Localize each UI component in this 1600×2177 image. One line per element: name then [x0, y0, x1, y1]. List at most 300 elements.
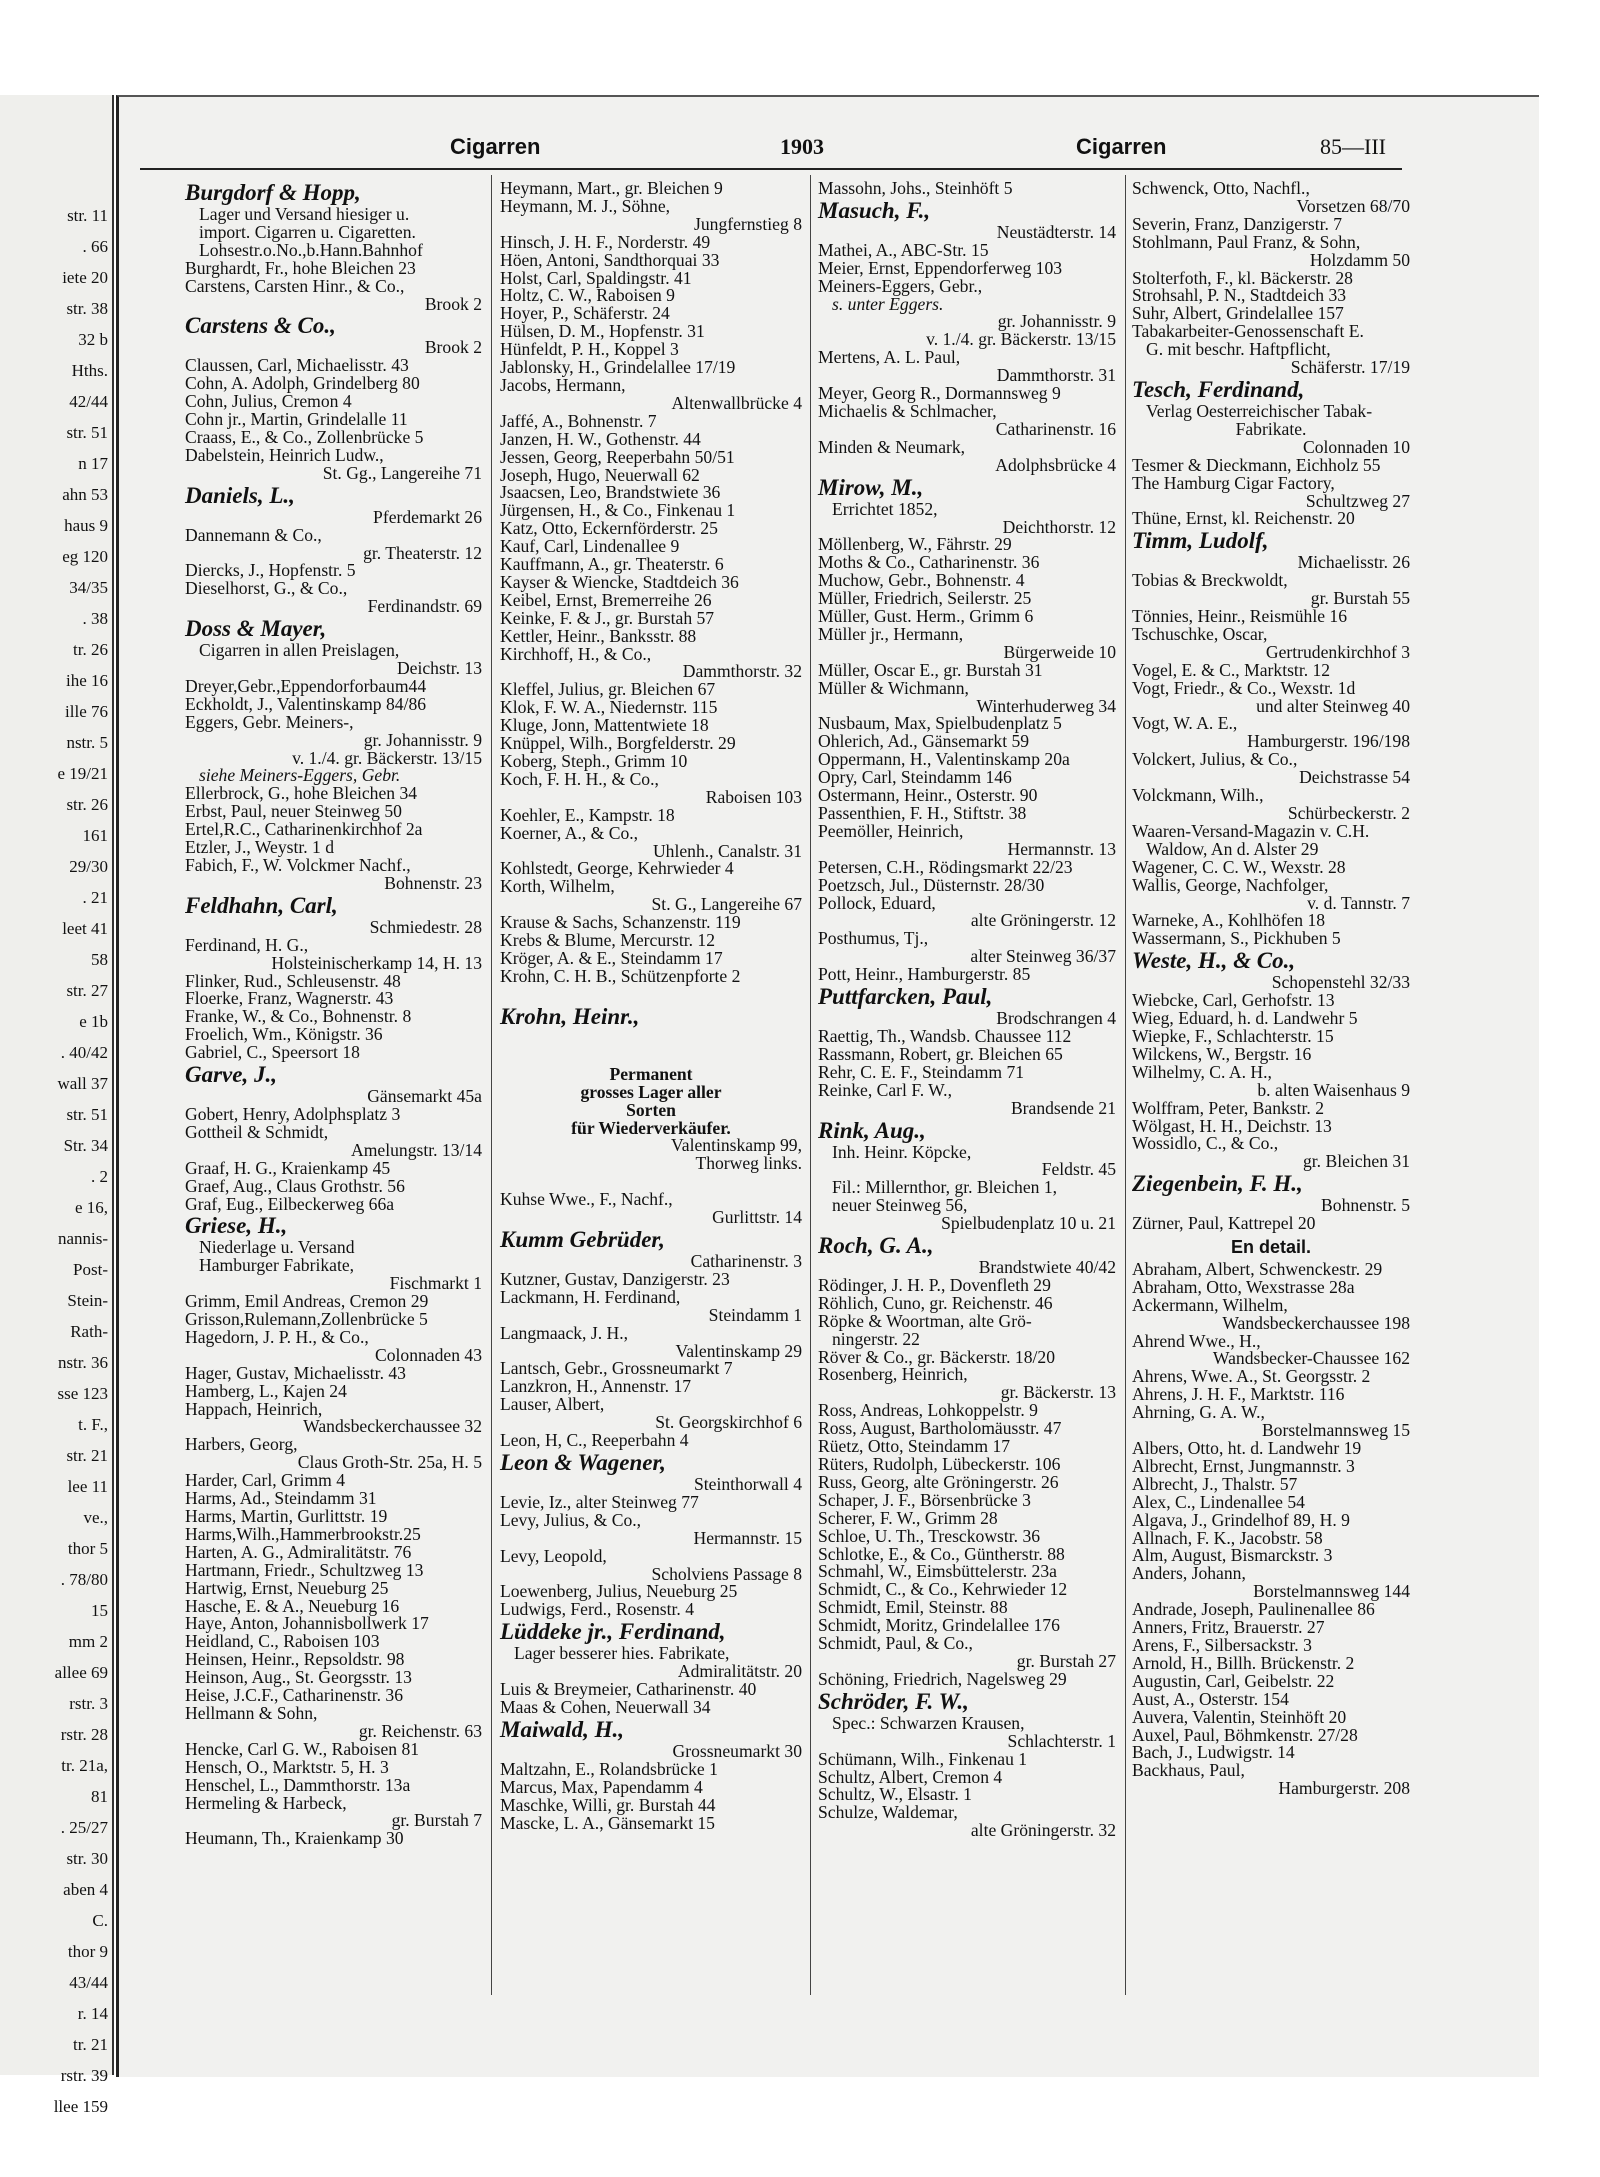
directory-entry: Anders, Johann, [1132, 1563, 1246, 1584]
header-left-title: Cigarren [450, 134, 541, 159]
spine-fragment: ahn 53 [62, 485, 108, 504]
directory-entry: Harms, Martin, Gurlittstr. 19 [185, 1506, 388, 1526]
spine-fragment: leet 41 [62, 919, 108, 938]
directory-entry: Heymann, Mart., gr. Bleichen 9 [500, 178, 723, 198]
spacer [500, 1030, 802, 1048]
directory-entry: Claus Groth-Str. 25a, H. 5 [297, 1452, 482, 1473]
spine-fragment: 81 [91, 1787, 108, 1806]
spine-fragment: str. 21 [66, 1446, 108, 1465]
directory-entry: Harbers, Georg, [185, 1434, 298, 1455]
directory-entry: alte Gröningerstr. 32 [970, 1820, 1116, 1841]
directory-entry: für Wiederverkäufer. [571, 1117, 731, 1138]
directory-entry: Michaelis & Schlmacher, [818, 400, 997, 421]
directory-entry: Grisson,Rulemann,Zollenbrücke 5 [185, 1309, 428, 1330]
directory-entry: Hünfeldt, P. H., Koppel 3 [500, 339, 679, 360]
spine-fragment: . 78/80 [60, 1570, 108, 1589]
directory-entry: Arens, F., Silbersackstr. 3 [1132, 1634, 1312, 1655]
directory-entry: Auxel, Paul, Böhmkenstr. 27/28 [1132, 1724, 1358, 1745]
directory-entry: Heidland, C., Raboisen 103 [185, 1631, 380, 1652]
directory-entry: Hasche, E. & A., Neueburg 16 [185, 1595, 400, 1616]
directory-entry: gr. Johannisstr. 9 [363, 729, 482, 750]
directory-entry: Hermannstr. 13 [1007, 838, 1116, 859]
directory-entry: Mascke, L. A., Gänsemarkt 15 [500, 1812, 715, 1833]
spine-fragment: t. F., [78, 1415, 108, 1434]
directory-entry: Röpke & Woortman, alte Grö- [818, 1310, 1032, 1331]
directory-entry: Bohnenstr. 23 [384, 872, 482, 893]
column-divider [491, 175, 492, 1995]
directory-entry: Amelungstr. 13/14 [351, 1139, 482, 1160]
directory-entry: Hager, Gustav, Michaelisstr. 43 [185, 1362, 406, 1383]
directory-entry: Koch, F. H. H., & Co., [500, 768, 659, 789]
directory-entry: Alex, C., Lindenallee 54 [1132, 1491, 1305, 1512]
directory-entry: Alm, August, Bismarckstr. 3 [1132, 1545, 1333, 1566]
spine-fragment: . 40/42 [60, 1043, 108, 1062]
directory-entry: Waldow, An d. Alster 29 [1146, 838, 1319, 859]
directory-entry: Gurlittstr. 14 [712, 1207, 802, 1228]
firm-heading: Krohn, Heinr., [500, 1003, 640, 1029]
directory-entry: Jacobs, Hermann, [500, 374, 626, 395]
directory-entry: Permanent [609, 1063, 693, 1084]
spine-fragment: Post- [73, 1260, 108, 1279]
directory-entry: Krebs & Blume, Mercurstr. 12 [500, 930, 715, 951]
directory-entry: Koberg, Steph., Grimm 10 [500, 751, 688, 771]
spine-fragment: e 19/21 [57, 764, 108, 783]
spine-fragment: 29/30 [69, 857, 108, 876]
directory-entry: Wassermann, S., Pickhuben 5 [1132, 928, 1341, 949]
directory-entry: Ferdinand, H. G., [185, 934, 309, 955]
directory-entry: Poetzsch, Jul., Düsternstr. 28/30 [818, 874, 1045, 895]
directory-entry: Meiners-Eggers, Gebr., [818, 275, 983, 296]
directory-entry: Reinke, Carl F. W., [818, 1079, 952, 1100]
directory-entry: Hencke, Carl G. W., Raboisen 81 [185, 1738, 420, 1759]
directory-entry: Augustin, Carl, Geibelstr. 22 [1132, 1670, 1335, 1691]
spine-fragment: str. 38 [66, 299, 108, 318]
directory-entry: Jsaacsen, Leo, Brandstwiete 36 [500, 482, 721, 503]
directory-entry: Lager und Versand hiesiger u. [199, 204, 410, 224]
directory-entry: Admiralitätstr. 20 [677, 1661, 802, 1682]
directory-entry: Grossneumarkt 30 [672, 1740, 802, 1761]
directory-entry: Schürbeckerstr. 2 [1287, 803, 1410, 823]
directory-entry: Pferdemarkt 26 [373, 506, 482, 527]
directory-entry: Sorten [626, 1099, 676, 1120]
directory-column-4 [1132, 180, 1410, 1798]
spine-fragment: C. [92, 1911, 108, 1930]
directory-entry: Ahrens, J. H. F., Marktstr. 116 [1132, 1384, 1345, 1405]
directory-entry: Fabich, F., W. Volckmer Nachf., [185, 855, 411, 875]
directory-entry: Schultzweg 27 [1305, 490, 1410, 511]
firm-heading: Garve, J., [185, 1062, 277, 1088]
directory-entry: Mathei, A., ABC-Str. 15 [818, 239, 989, 260]
directory-entry: Erbst, Paul, neuer Steinweg 50 [185, 801, 402, 822]
spine-fragment: Hths. [71, 361, 108, 380]
directory-entry: Albrecht, J., Thalstr. 57 [1132, 1473, 1298, 1494]
directory-entry: v. 1./4. gr. Bäckerstr. 13/15 [926, 329, 1116, 350]
directory-column-1 [185, 180, 482, 1848]
directory-entry: und alter Steinweg 40 [1256, 695, 1410, 716]
directory-entry: Hinsch, J. H. F., Norderstr. 49 [500, 231, 711, 252]
spine-fragment: 42/44 [69, 392, 108, 411]
spine-fragment: rstr. 39 [60, 2066, 108, 2085]
spine-fragment: nannis- [57, 1229, 108, 1248]
directory-entry: Kettler, Heinr., Banksstr. 88 [500, 625, 697, 646]
directory-entry: Heymann, M. J., Söhne, [500, 195, 671, 216]
directory-entry: Schloe, U. Th., Tresckowstr. 36 [818, 1525, 1041, 1546]
directory-entry: Auvera, Valentin, Steinhöft 20 [1132, 1706, 1347, 1727]
directory-entry: Algava, J., Grindelhof 89, H. 9 [1132, 1509, 1350, 1530]
directory-entry: Gänsemarkt 45a [367, 1086, 482, 1107]
directory-entry: Leon, H, C., Reeperbahn 4 [500, 1430, 689, 1451]
directory-entry: Schmahl, W., Eimsbüttelerstr. 23a [818, 1561, 1057, 1582]
directory-entry: Severin, Franz, Danzigerstr. 7 [1132, 213, 1343, 234]
directory-entry: Wölgast, H. H., Deichstr. 13 [1132, 1115, 1332, 1136]
directory-entry: Stohlmann, Paul Franz, & Sohn, [1132, 231, 1361, 252]
directory-entry: Brandsende 21 [1010, 1097, 1116, 1118]
directory-entry: Adolphsbrücke 4 [995, 454, 1116, 475]
directory-entry: Schultz, W., Elsastr. 1 [818, 1784, 972, 1805]
directory-entry: Lohsestr.o.No.,b.Hann.Bahnhof [199, 239, 423, 260]
spine-fragment: str. 27 [66, 981, 108, 1000]
directory-entry: Tesmer & Dieckmann, Eichholz 55 [1132, 454, 1381, 475]
directory-entry: Flinker, Rud., Schleusenstr. 48 [185, 970, 401, 991]
directory-entry: siehe Meiners-Eggers, Gebr. [199, 765, 401, 786]
directory-entry: Dabelstein, Heinrich Ludw., [185, 444, 384, 465]
directory-entry: Cohn, A. Adolph, Grindelberg 80 [185, 373, 420, 394]
firm-heading: Tesch, Ferdinand, [1132, 376, 1305, 402]
directory-entry: Holtz, C. W., Raboisen 9 [500, 285, 675, 306]
directory-entry: Abraham, Otto, Wexstrasse 28a [1132, 1276, 1355, 1297]
firm-heading: Masuch, F., [818, 197, 931, 223]
directory-entry: Hagedorn, J. P. H., & Co., [185, 1326, 369, 1347]
directory-entry: Schulze, Waldemar, [818, 1802, 958, 1823]
directory-entry: Holsteinischerkamp 14, H. 13 [271, 952, 482, 973]
directory-entry: Schäferstr. 17/19 [1290, 357, 1410, 378]
directory-entry: Vogel, E. & C., Marktstr. 12 [1132, 659, 1331, 680]
directory-entry: Passenthien, F. H., Stiftstr. 38 [818, 803, 1027, 823]
spine-fragment: allee 69 [54, 1663, 108, 1682]
directory-entry: Wallis, George, Nachfolger, [1132, 874, 1329, 895]
directory-entry: Ahrning, G. A. W., [1132, 1402, 1265, 1423]
directory-entry: Luis & Breymeier, Catharinenstr. 40 [500, 1679, 757, 1700]
firm-heading: Ziegenbein, F. H., [1132, 1171, 1303, 1197]
directory-entry: Cohn, Julius, Cremon 4 [185, 391, 352, 412]
directory-entry: Maschke, Willi, gr. Burstah 44 [500, 1794, 716, 1815]
directory-entry: Kröger, A. & E., Steindamm 17 [500, 947, 723, 968]
directory-entry: Wilhelmy, C. A. H., [1132, 1061, 1272, 1082]
directory-entry: Petersen, C.H., Rödingsmarkt 22/23 [818, 856, 1073, 877]
directory-entry: Fabrikate. [1235, 418, 1307, 439]
directory-entry: Rosenberg, Heinrich, [818, 1364, 968, 1385]
spine-fragment: ille 76 [65, 702, 108, 721]
directory-entry: Waaren-Versand-Magazin v. C.H. [1132, 820, 1370, 841]
directory-entry: import. Cigarren u. Cigaretten. [199, 221, 416, 242]
directory-entry: Schaper, J. F., Börsenbrücke 3 [818, 1489, 1031, 1510]
spine-fragment: 161 [82, 826, 108, 845]
firm-heading: Burgdorf & Hopp, [185, 180, 361, 205]
spine-fragment: . 21 [82, 888, 108, 907]
directory-entry: Loewenberg, Julius, Neueburg 25 [500, 1581, 738, 1602]
directory-entry: Hermeling & Harbeck, [185, 1792, 347, 1813]
directory-entry: Tschuschke, Oscar, [1132, 623, 1268, 644]
directory-entry: Harms,Wilh.,Hammerbrookstr.25 [185, 1523, 421, 1544]
directory-entry: Höen, Antoni, Sandthorquai 33 [500, 249, 720, 270]
directory-column-2 [500, 180, 802, 1832]
directory-entry: Wossidlo, C., & Co., [1132, 1133, 1279, 1154]
directory-entry: Hamburgerstr. 196/198 [1247, 731, 1410, 752]
directory-entry: Abraham, Albert, Schwenckestr. 29 [1132, 1258, 1383, 1279]
directory-entry: Heumann, Th., Kraienkamp 30 [185, 1828, 404, 1849]
directory-entry: Knüppel, Wilh., Borgfelderstr. 29 [500, 733, 736, 754]
firm-heading: Rink, Aug., [818, 1117, 926, 1143]
directory-entry: Levy, Leopold, [500, 1545, 607, 1566]
directory-entry: Ackermann, Wilhelm, [1132, 1294, 1288, 1315]
directory-entry: Brook 2 [424, 293, 482, 314]
directory-entry: Gabriel, C., Speersort 18 [185, 1042, 360, 1063]
directory-entry: Ellerbrock, G., hohe Bleichen 34 [185, 783, 418, 804]
firm-heading: Lüddeke jr., Ferdinand, [500, 1619, 726, 1645]
directory-entry: Stolterfoth, F., kl. Bäckerstr. 28 [1132, 267, 1353, 288]
spine-fragment: str. 26 [66, 795, 108, 814]
directory-entry: Schmidt, Paul, & Co., [818, 1633, 973, 1654]
directory-entry: Deichthorstr. 12 [1002, 516, 1116, 537]
directory-entry: Kohlstedt, George, Kehrwieder 4 [500, 858, 734, 879]
directory-entry: Grimm, Emil Andreas, Cremon 29 [185, 1291, 429, 1312]
directory-entry: Diercks, J., Hopfenstr. 5 [185, 560, 356, 581]
directory-entry: Kauffmann, A., gr. Theaterstr. 6 [500, 554, 724, 575]
directory-entry: Lantsch, Gebr., Grossneumarkt 7 [500, 1358, 733, 1379]
directory-entry: Vorsetzen 68/70 [1296, 195, 1410, 216]
spine-fragment: nstr. 5 [66, 733, 108, 752]
directory-entry: Maas & Cohen, Neuerwall 34 [500, 1696, 711, 1717]
header-right-title: Cigarren [1076, 134, 1167, 159]
directory-entry: ningerstr. 22 [832, 1328, 920, 1349]
directory-entry: Colonnaden 10 [1302, 436, 1410, 457]
spine-fragment: str. 11 [67, 206, 108, 225]
directory-entry: Koerner, A., & Co., [500, 822, 639, 843]
directory-entry: Altenwallbrücke 4 [671, 392, 802, 413]
directory-entry: Müller, Gust. Herm., Grimm 6 [818, 606, 1034, 627]
firm-heading: Mirow, M., [818, 474, 924, 500]
adjacent-page-spine [0, 95, 114, 2116]
spine-fragment: aben 4 [63, 1880, 108, 1899]
directory-entry: Lauser, Albert, [500, 1394, 605, 1415]
directory-entry: Carstens, Carsten Hinr., & Co., [185, 275, 405, 296]
page-number: 85—III [1320, 134, 1386, 159]
directory-entry: grosses Lager aller [580, 1081, 722, 1102]
spine-fragment: Rath- [70, 1322, 108, 1341]
directory-entry: Korth, Wilhelm, [500, 876, 615, 897]
directory-entry: Rüetz, Otto, Steindamm 17 [818, 1436, 1011, 1457]
directory-entry: Schmidt, C., & Co., Kehrwieder 12 [818, 1579, 1068, 1600]
directory-entry: Winterhuderweg 34 [976, 695, 1116, 716]
directory-entry: Heinson, Aug., St. Georgsstr. 13 [185, 1667, 412, 1688]
directory-entry: Catharinenstr. 3 [690, 1251, 802, 1272]
directory-entry: Massohn, Johs., Steinhöft 5 [818, 178, 1013, 198]
directory-entry: Deichstrasse 54 [1299, 767, 1410, 788]
directory-entry: Schöning, Friedrich, Nagelsweg 29 [818, 1668, 1067, 1689]
firm-heading: Roch, G. A., [818, 1233, 934, 1259]
directory-entry: Catharinenstr. 16 [995, 418, 1116, 439]
spine-fragment: Stein- [67, 1291, 108, 1310]
directory-entry: Janzen, H. W., Gothenstr. 44 [500, 428, 701, 449]
spine-fragment: tr. 21 [73, 2035, 108, 2054]
directory-entry: Deichstr. 13 [396, 658, 482, 679]
directory-entry: Bach, J., Ludwigstr. 14 [1132, 1742, 1295, 1763]
directory-entry: Schmidt, Emil, Steinstr. 88 [818, 1597, 1008, 1618]
spine-fragment: 32 b [78, 330, 108, 349]
directory-entry: Steindamm 1 [708, 1304, 802, 1325]
directory-entry: b. alten Waisenhaus 9 [1257, 1079, 1410, 1100]
directory-entry: Spielbudenplatz 10 u. 21 [941, 1213, 1116, 1234]
directory-entry: Craass, E., & Co., Zollenbrücke 5 [185, 426, 424, 447]
directory-entry: Ahrend Wwe., H., [1132, 1330, 1261, 1351]
directory-entry: Ludwigs, Ferd., Rosenstr. 4 [500, 1599, 695, 1620]
directory-entry: Ohlerich, Ad., Gänsemarkt 59 [818, 731, 1030, 752]
directory-entry: Albers, Otto, ht. d. Landwehr 19 [1132, 1438, 1362, 1458]
directory-entry: Wiepke, F., Schlachterstr. 15 [1132, 1025, 1334, 1046]
directory-entry: G. mit beschr. Haftpflicht, [1146, 339, 1331, 360]
directory-entry: Kutzner, Gustav, Danzigerstr. 23 [500, 1268, 730, 1289]
directory-entry: Eckholdt, J., Valentinskamp 84/86 [185, 693, 427, 714]
directory-entry: Valentinskamp 99, [671, 1135, 802, 1156]
directory-entry: Pott, Heinr., Hamburgerstr. 85 [818, 964, 1031, 985]
directory-entry: Keinke, F. & J., gr. Burstah 57 [500, 607, 715, 628]
directory-entry: gr. Johannisstr. 9 [997, 311, 1116, 332]
directory-entry: Hellmann & Sohn, [185, 1702, 318, 1723]
directory-entry: Bohnenstr. 5 [1321, 1195, 1410, 1216]
directory-entry: Fil.: Millernthor, gr. Bleichen 1, [832, 1177, 1058, 1198]
directory-entry: Joseph, Hugo, Neuerwall 62 [500, 464, 700, 485]
directory-entry: Dammthorstr. 31 [996, 365, 1116, 386]
directory-entry: gr. Burstah 7 [391, 1810, 482, 1831]
directory-entry: Nusbaum, Max, Spielbudenplatz 5 [818, 713, 1062, 734]
spine-fragment: . 38 [82, 609, 108, 628]
spine-fragment: Str. 34 [63, 1136, 108, 1155]
spine-fragment: iete 20 [62, 268, 108, 287]
directory-entry: Mertens, A. L. Paul, [818, 347, 961, 368]
directory-entry: Haye, Anton, Johannisbollwerk 17 [185, 1613, 429, 1634]
directory-entry: Warneke, A., Kohlhöfen 18 [1132, 910, 1326, 931]
directory-entry: Lager besserer hies. Fabrikate, [514, 1643, 730, 1664]
directory-entry: Ertel,R.C., Catharinenkirchhof 2a [185, 819, 423, 840]
directory-entry: Valentinskamp 29 [675, 1340, 802, 1361]
spine-fragment: str. 51 [66, 423, 108, 442]
firm-heading: Doss & Mayer, [185, 616, 327, 642]
directory-entry: Eggers, Gebr. Meiners-, [185, 711, 354, 732]
spine-fragment: r. 14 [77, 2004, 108, 2023]
directory-entry: Müller, Oscar E., gr. Burstah 31 [818, 659, 1043, 680]
spine-fragment: . 66 [82, 237, 108, 256]
directory-entry: Peemöller, Heinrich, [818, 820, 964, 841]
directory-entry: Wiebcke, Carl, Gerhofstr. 13 [1132, 990, 1335, 1011]
directory-entry: Müller & Wichmann, [818, 677, 969, 698]
directory-entry: Wandsbecker-Chaussee 162 [1212, 1348, 1410, 1369]
directory-entry: Kleffel, Julius, gr. Bleichen 67 [500, 679, 716, 700]
directory-entry: Borstelmannsweg 15 [1261, 1420, 1410, 1441]
directory-entry: Hamberg, L., Kajen 24 [185, 1380, 347, 1401]
directory-entry: Inh. Heinr. Köpcke, [832, 1141, 972, 1162]
directory-entry: neuer Steinweg 56, [832, 1195, 968, 1216]
directory-entry: Röver & Co., gr. Bäckerstr. 18/20 [818, 1346, 1055, 1367]
directory-entry: Kluge, Jonn, Mattentwiete 18 [500, 715, 709, 736]
directory-entry: Hartmann, Friedr., Schultzweg 13 [185, 1559, 424, 1580]
directory-entry: Graf, Eug., Eilbeckerweg 66a [185, 1193, 395, 1214]
spine-fragment: ve., [83, 1508, 108, 1527]
directory-entry: Zürner, Paul, Kattrepel 20 [1132, 1213, 1316, 1234]
directory-entry: alte Gröningerstr. 12 [970, 910, 1116, 931]
directory-entry: Jablonsky, H., Grindelallee 17/19 [500, 357, 736, 378]
directory-entry: Kayser & Wiencke, Stadtdeich 36 [500, 571, 739, 592]
directory-entry: Wandsbeckerchaussee 198 [1222, 1312, 1410, 1333]
directory-entry: Backhaus, Paul, [1132, 1760, 1245, 1781]
directory-entry: Steinthorwall 4 [694, 1474, 802, 1494]
directory-entry: Henschel, L., Dammthorstr. 13a [185, 1774, 411, 1795]
directory-entry: Meyer, Georg R., Dormannsweg 9 [818, 383, 1061, 404]
directory-entry: Krause & Sachs, Schanzenstr. 119 [500, 912, 741, 933]
section-heading: En detail. [1230, 1237, 1311, 1258]
directory-entry: St. Georgskirchhof 6 [655, 1412, 802, 1433]
directory-entry: Allnach, F. K., Jacobstr. 58 [1132, 1527, 1323, 1548]
directory-entry: Andrade, Joseph, Paulinenallee 86 [1132, 1599, 1375, 1620]
directory-entry: Wandsbeckerchaussee 32 [303, 1416, 482, 1437]
column-divider [810, 175, 811, 1995]
directory-entry: Levy, Julius, & Co., [500, 1509, 642, 1530]
directory-entry: Marcus, Max, Papendamm 4 [500, 1776, 703, 1797]
directory-entry: Koehler, E., Kampstr. 18 [500, 804, 675, 825]
spine-fragment: str. 51 [66, 1105, 108, 1124]
directory-entry: Claussen, Carl, Michaelisstr. 43 [185, 355, 409, 376]
directory-entry: Thorweg links. [695, 1153, 802, 1174]
firm-heading: Puttfarcken, Paul, [818, 984, 993, 1010]
directory-entry: Tabakarbeiter-Genossenschaft E. [1132, 321, 1364, 342]
spine-fragment: thor 9 [67, 1942, 108, 1961]
firm-heading: Weste, H., & Co., [1132, 948, 1296, 974]
directory-entry: Ross, August, Bartholomäusstr. 47 [818, 1418, 1062, 1439]
directory-entry: Maltzahn, E., Rolandsbrücke 1 [500, 1758, 718, 1779]
directory-entry: Scherer, F. W., Grimm 28 [818, 1507, 998, 1528]
directory-entry: Heinsen, Heinr., Repsoldstr. 98 [185, 1649, 405, 1670]
directory-entry: alter Steinweg 36/37 [970, 946, 1116, 967]
directory-entry: Schlachterstr. 1 [1007, 1730, 1116, 1751]
spine-fragment: 34/35 [69, 578, 108, 597]
directory-entry: Suhr, Albert, Grindelallee 157 [1132, 303, 1344, 324]
directory-entry: Verlag Oesterreichischer Tabak- [1146, 400, 1373, 421]
directory-entry: gr. Bleichen 31 [1302, 1151, 1410, 1172]
directory-entry: Fischmarkt 1 [389, 1273, 482, 1294]
directory-entry: Ostermann, Heinr., Osterstr. 90 [818, 785, 1038, 806]
spacer [500, 986, 802, 1004]
firm-heading: Maiwald, H., [500, 1716, 624, 1742]
directory-entry: Graaf, H. G., Kraienkamp 45 [185, 1157, 391, 1178]
directory-entry: Dannemann & Co., [185, 524, 322, 545]
directory-entry: Franke, W., & Co., Bohnenstr. 8 [185, 1006, 412, 1027]
directory-entry: Brandstwiete 40/42 [978, 1257, 1116, 1278]
directory-entry: Harder, Carl, Grimm 4 [185, 1470, 346, 1491]
directory-entry: Rassmann, Robert, gr. Bleichen 65 [818, 1043, 1063, 1064]
directory-entry: Anners, Fritz, Brauerstr. 27 [1132, 1617, 1325, 1638]
header-year: 1903 [780, 134, 824, 159]
directory-entry: Hoyer, P., Schäferstr. 24 [500, 303, 670, 324]
directory-entry: Röhlich, Cuno, gr. Reichenstr. 46 [818, 1292, 1053, 1313]
directory-entry: Hamburgerstr. 208 [1278, 1778, 1410, 1799]
directory-entry: Dieselhorst, G., & Co., [185, 578, 348, 599]
directory-entry: Jürgensen, H., & Co., Finkenau 1 [500, 500, 736, 521]
directory-entry: Dammthorstr. 32 [682, 661, 802, 682]
directory-entry: Holst, Carl, Spaldingstr. 41 [500, 267, 692, 288]
directory-entry: Meier, Ernst, Eppendorferweg 103 [818, 257, 1063, 278]
directory-entry: Klok, F. W. A., Niedernstr. 115 [500, 697, 718, 718]
directory-entry: gr. Reichenstr. 63 [358, 1720, 482, 1741]
directory-entry: Opry, Carl, Steindamm 146 [818, 767, 1012, 788]
